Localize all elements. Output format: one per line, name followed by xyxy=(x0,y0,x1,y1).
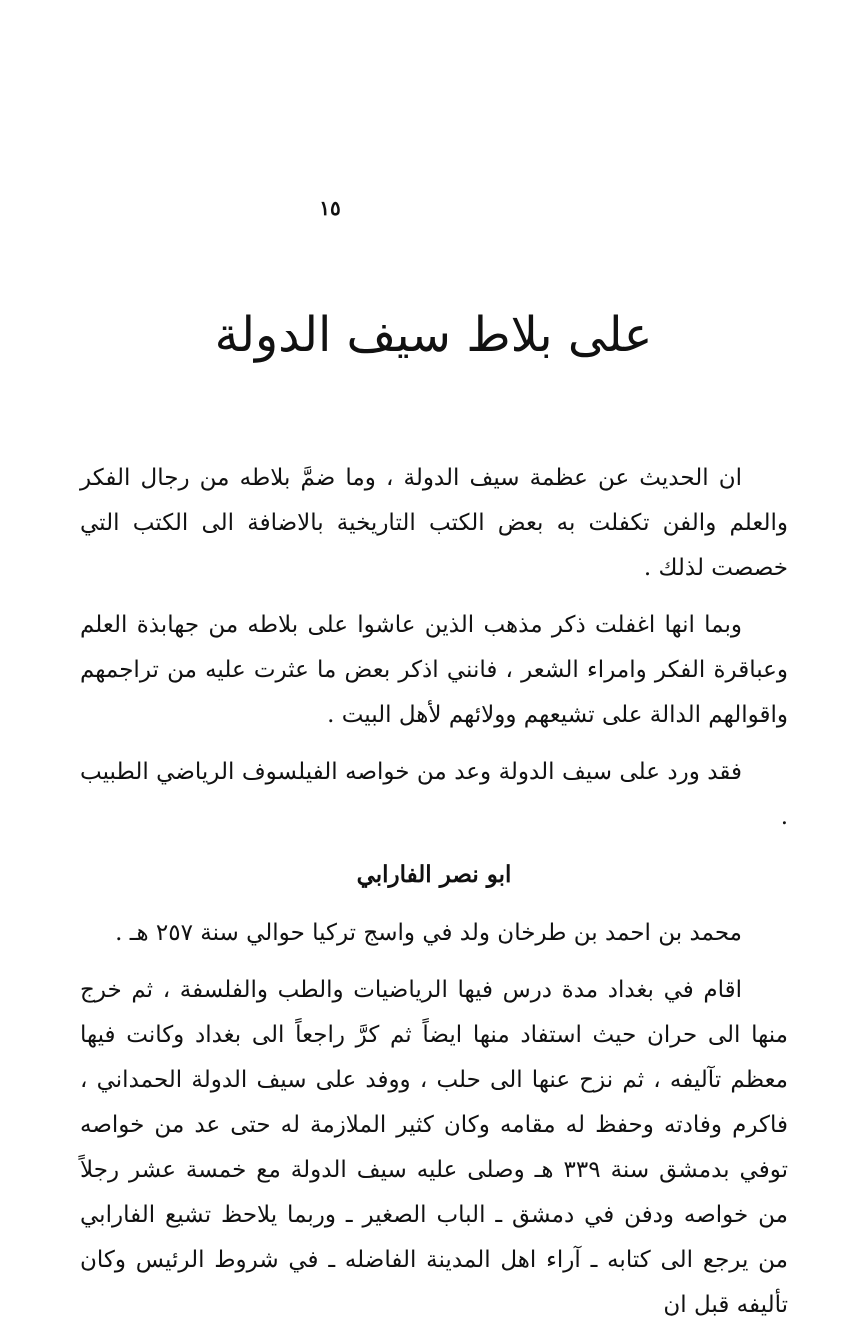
biography-intro: محمد بن احمد بن طرخان ولد في واسج تركيا حوالي سنة ٢٥٧ هـ . xyxy=(115,920,742,946)
paragraph-3: فقد ورد على سيف الدولة وعد من خواصه الفيلسوف الرياضي الطبيب . xyxy=(80,759,788,830)
page-number: ١٥ xyxy=(319,196,341,220)
paragraph-1: ان الحديث عن عظمة سيف الدولة ، وما ضمَّ بلاطه من رجال الفكر والعلم والفن تكفلت به بعض الكتب التاريخية بالاضافة الى الكتب التي خصصت لذلك . xyxy=(80,465,788,581)
paragraph-2: وبما انها اغفلت ذكر مذهب الذين عاشوا على بلاطه من جهابذة العلم وعباقرة الفكر وامراء الشعر ، فانني اذكر بعض ما عثرت عليه من تراجمهم واقوالهم الدالة على تشيعهم وولائهم لأهل البيت . xyxy=(80,612,788,728)
section-heading: ابو نصر الفارابي xyxy=(356,861,512,888)
chapter-title: على بلاط سيف الدولة xyxy=(214,307,653,363)
body-text xyxy=(80,456,788,1340)
biography-body: اقام في بغداد مدة درس فيها الرياضيات والطب والفلسفة ، ثم خرج منها الى حران حيث استفاد منها ايضاً ثم كرَّ راجعاً الى بغداد وكانت فيها معظم تآليفه ، ثم نزح عنها الى حلب ، ووفد على سيف الدولة الحمداني ، فاكرم وفادته وحفظ له مقامه وكان كثير الملازمة له حتى عد من خواصه توفي بدمشق سنة ٣٣٩ هـ وصلى عليه سيف الدولة مع خمسة عشر رجلاً من خواصه ودفن في دمشق ـ الباب الصغير ـ وربما يلاحظ تشيع الفارابي من يرجع الى كتابه ـ آراء اهل المدينة الفاضله ـ في شروط الرئيس وكان تأليفه قبل ان xyxy=(80,977,789,1318)
